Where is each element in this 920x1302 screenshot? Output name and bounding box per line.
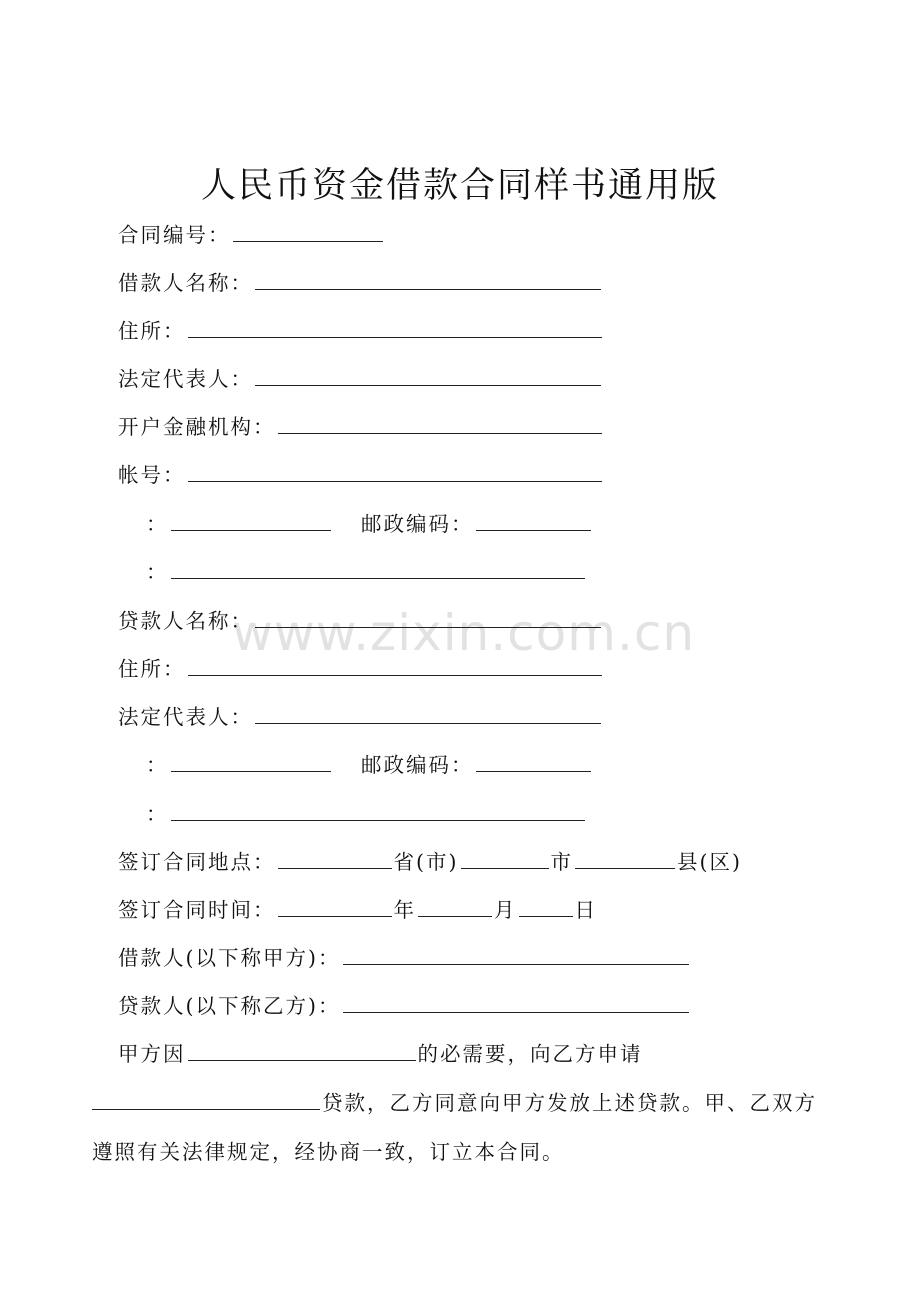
lender-phone-postcode-row xyxy=(146,748,593,782)
contract-no-field[interactable] xyxy=(233,219,383,242)
borrower-name-label: 借款人名称： xyxy=(118,271,253,295)
borrower-legal-rep-row xyxy=(118,362,603,396)
borrower-account-field[interactable] xyxy=(188,459,602,482)
borrower-postcode-field[interactable] xyxy=(476,508,591,531)
lender-name-field[interactable] xyxy=(255,605,601,628)
borrower-name-field[interactable] xyxy=(255,267,601,290)
party-a-field[interactable] xyxy=(343,942,689,965)
borrower-account-label: 帐号： xyxy=(118,463,186,487)
document-title: 人民币资金借款合同样书通用版 xyxy=(200,166,719,206)
lender-extra-row xyxy=(146,797,587,831)
borrower-phone-postcode-row xyxy=(146,507,593,541)
year-field[interactable] xyxy=(278,894,392,917)
borrower-colon-label-1: ： xyxy=(146,512,169,536)
watermark: www.zixin.com.cn xyxy=(232,604,696,662)
city-field[interactable] xyxy=(461,846,549,869)
borrower-postcode-label: 邮政编码： xyxy=(361,512,474,536)
county-label: 县(区) xyxy=(677,850,742,874)
contract-no-label: 合同编号： xyxy=(118,223,231,247)
sign-place-label: 签订合同地点： xyxy=(118,850,276,874)
party-b-row xyxy=(118,989,691,1023)
purpose-field[interactable] xyxy=(188,1038,416,1061)
borrower-bank-field[interactable] xyxy=(278,411,602,434)
lender-postcode-field[interactable] xyxy=(476,749,591,772)
borrower-extra-row xyxy=(146,555,587,589)
lender-legal-rep-field[interactable] xyxy=(255,701,601,724)
borrower-legal-rep-label: 法定代表人： xyxy=(118,367,253,391)
para-line1-start: 甲方因 xyxy=(118,1042,186,1066)
lender-legal-rep-row xyxy=(118,700,603,734)
borrower-extra-field[interactable] xyxy=(171,556,585,579)
paragraph-line-2 xyxy=(92,1086,817,1120)
lender-name-row xyxy=(118,604,603,638)
paragraph-line-1 xyxy=(118,1037,643,1071)
lender-address-label: 住所： xyxy=(118,657,186,681)
lender-legal-rep-label: 法定代表人： xyxy=(118,705,253,729)
city-label: 市 xyxy=(550,850,573,874)
county-field[interactable] xyxy=(575,846,675,869)
paragraph-line-3: 遵照有关法律规定，经协商一致，订立本合同。 xyxy=(92,1140,565,1164)
month-label: 月 xyxy=(494,898,517,922)
borrower-phone-field[interactable] xyxy=(171,508,331,531)
year-label: 年 xyxy=(393,898,416,922)
borrower-colon-label-2: ： xyxy=(146,560,169,584)
month-field[interactable] xyxy=(418,894,492,917)
day-label: 日 xyxy=(574,898,597,922)
borrower-name-row xyxy=(118,266,603,300)
para-line1-end: 的必需要，向乙方申请 xyxy=(417,1042,643,1066)
party-a-label: 借款人(以下称甲方)： xyxy=(118,946,341,970)
sign-time-label: 签订合同时间： xyxy=(118,898,276,922)
borrower-bank-label: 开户金融机构： xyxy=(118,415,276,439)
lender-extra-field[interactable] xyxy=(171,798,585,821)
lender-colon-label-2: ： xyxy=(146,802,169,826)
contract-no-row xyxy=(118,218,385,252)
loan-amount-field[interactable] xyxy=(92,1087,320,1110)
party-b-field[interactable] xyxy=(343,990,689,1013)
day-field[interactable] xyxy=(519,894,573,917)
para-line2-end: 贷款，乙方同意向甲方发放上述贷款。甲、乙双方 xyxy=(322,1091,817,1115)
lender-colon-label-1: ： xyxy=(146,753,169,777)
sign-time-row xyxy=(118,893,597,927)
borrower-address-row xyxy=(118,314,604,348)
party-a-row xyxy=(118,941,691,975)
borrower-address-field[interactable] xyxy=(188,315,602,338)
borrower-account-row xyxy=(118,458,604,492)
borrower-address-label: 住所： xyxy=(118,319,186,343)
sign-place-row xyxy=(118,845,742,879)
province-label: 省(市) xyxy=(393,850,459,874)
lender-address-row xyxy=(118,652,604,686)
lender-address-field[interactable] xyxy=(188,653,602,676)
province-field[interactable] xyxy=(278,846,392,869)
lender-name-label: 贷款人名称： xyxy=(118,609,253,633)
party-b-label: 贷款人(以下称乙方)： xyxy=(118,994,341,1018)
lender-phone-field[interactable] xyxy=(171,749,331,772)
borrower-bank-row xyxy=(118,410,604,444)
borrower-legal-rep-field[interactable] xyxy=(255,363,601,386)
lender-postcode-label: 邮政编码： xyxy=(361,753,474,777)
